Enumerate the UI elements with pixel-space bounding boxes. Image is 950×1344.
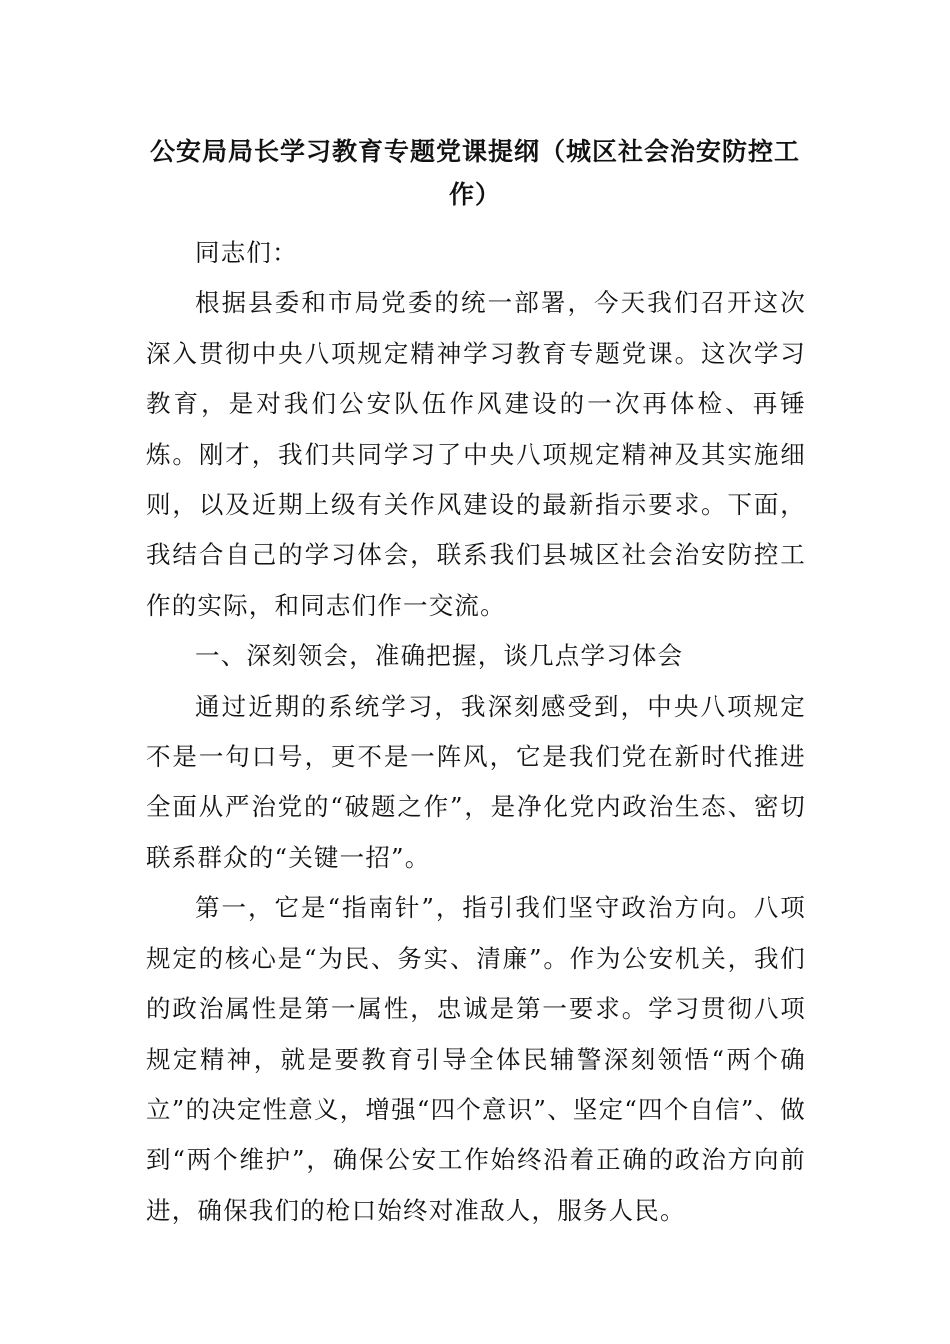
body-paragraph: 第一，它是“指南针”，指引我们坚守政治方向。八项规定的核心是“为民、务实、清廉”。作为公安机关，我们的政治属性是第一属性，忠诚是第一要求。学习贯彻八项规定精神，就是要教育引导全体民辅警深刻领悟“两个确立”的决定性意义，增强“四个意识”、坚定“四个自信”、做到“两个维护”，确保公安工作始终沿着正确的政治方向前进，确保我们的枪口始终对准敌人，服务人民。	[146, 893, 806, 1225]
document-body	[146, 228, 806, 1236]
intro-paragraph: 根据县委和市局党委的统一部署，今天我们召开这次深入贯彻中央八项规定精神学习教育专题党课。这次学习教育，是对我们公安队伍作风建设的一次再体检、再锤炼。刚才，我们共同学习了中央八项规定精神及其实施细则，以及近期上级有关作风建设的最新指示要求。下面，我结合自己的学习体会，联系我们县城区社会治安防控工作的实际，和同志们作一交流。	[146, 288, 806, 620]
section-heading: 一、深刻领会，准确把握，谈几点学习体会	[195, 641, 684, 671]
salutation-paragraph: 同志们：	[195, 238, 298, 267]
body-paragraph: 通过近期的系统学习，我深刻感受到，中央八项规定不是一句口号，更不是一阵风，它是我们党在新时代推进全面从严治党的“破题之作”，是净化党内政治生态、密切联系群众的“关键一招”。	[146, 691, 806, 872]
document-title: 公安局局长学习教育专题党课提纲（城区社会治安防控工作）	[149, 137, 800, 209]
